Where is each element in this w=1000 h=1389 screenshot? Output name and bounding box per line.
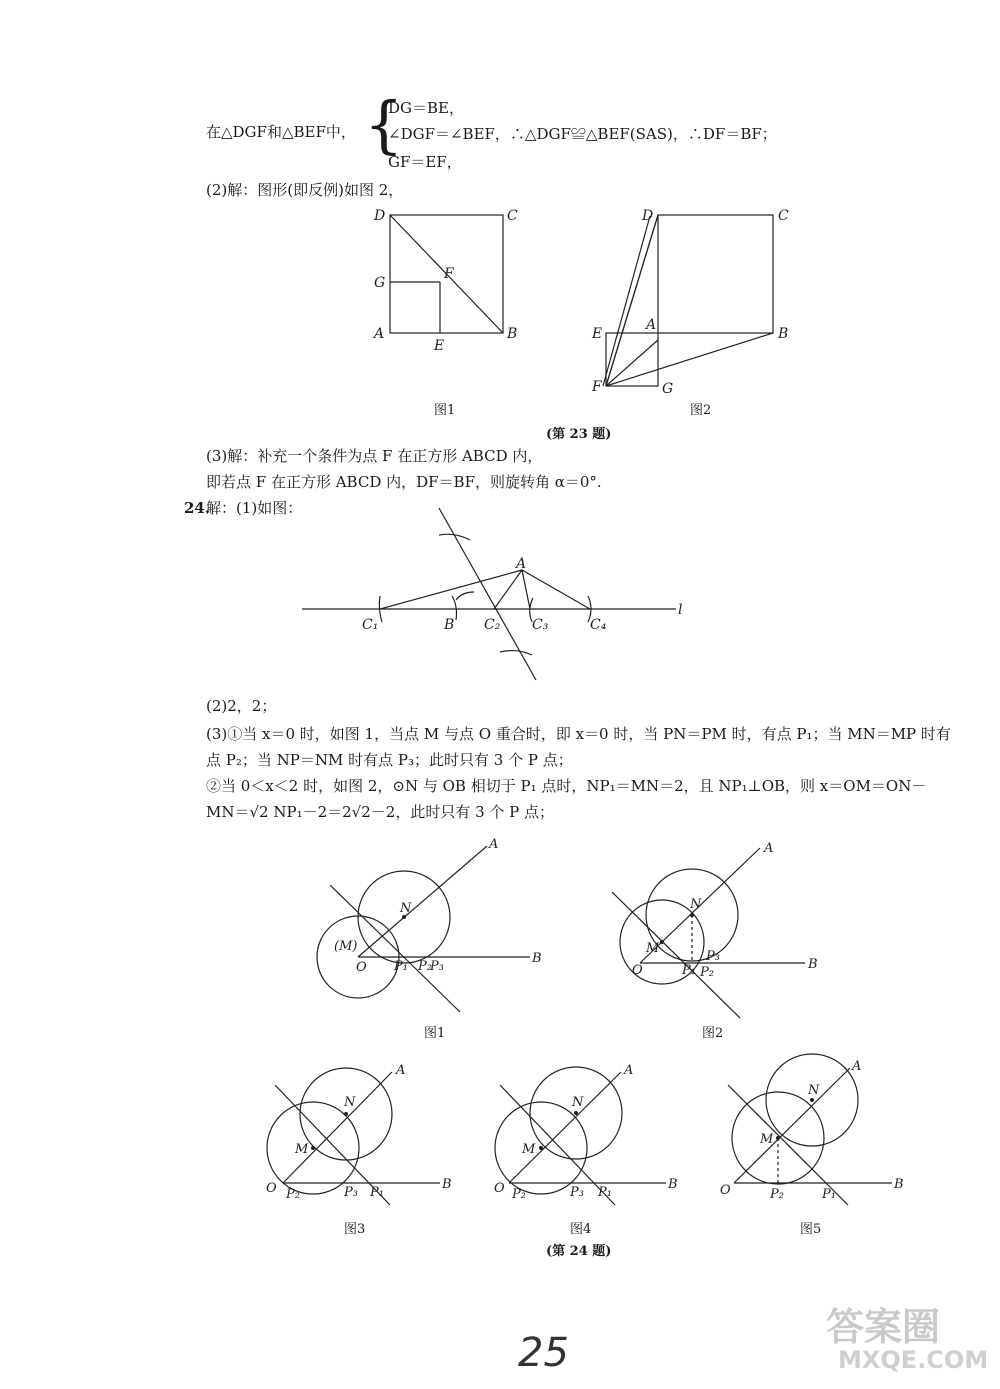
q24-fig1-caption: 图1 [424, 1026, 446, 1041]
label: M [646, 941, 660, 956]
q24-fig4-labels [494, 1063, 678, 1202]
q24-fig2 [612, 848, 805, 1018]
q24-number: 24. [184, 499, 211, 517]
label: P₃ [706, 949, 720, 964]
label: A [489, 837, 499, 852]
label: C [778, 208, 789, 224]
q23-fig1-caption: 图1 [434, 403, 456, 418]
q23-fig2 [603, 215, 773, 386]
label: A [852, 1059, 862, 1074]
q24-fig5-caption: 图5 [800, 1222, 822, 1237]
label: A [396, 1063, 406, 1078]
label: P₂ [418, 959, 432, 974]
q24-caption: (第 24 题) [546, 1244, 612, 1259]
q23-fig1-labels [372, 208, 518, 354]
label: A [624, 1063, 634, 1078]
label: M [295, 1142, 309, 1157]
label: E [592, 326, 603, 342]
label: G [374, 275, 386, 291]
q24-fig2-labels [632, 841, 818, 980]
label: O [266, 1181, 277, 1196]
label: P₁ [598, 1185, 612, 1200]
q24-fig3-caption: 图3 [344, 1222, 366, 1237]
page-number: 25 [518, 1330, 569, 1376]
q24-fig4-caption: 图4 [570, 1222, 592, 1237]
label: P₁ [682, 963, 696, 978]
q24-fig5-labels [720, 1059, 904, 1202]
label: P₁ [370, 1185, 384, 1200]
q23-fig2-labels [591, 208, 789, 397]
system-brace: { [364, 88, 404, 161]
label: (M) [334, 939, 358, 954]
q24-fig1-labels [334, 837, 542, 975]
label: E [434, 338, 445, 354]
label: D [642, 208, 654, 224]
label: N [690, 897, 702, 912]
q24-fig3-labels [266, 1063, 452, 1202]
q23-system-prefix: 在△DGF和△BEF中， [206, 123, 356, 141]
watermark-url: MXQE.COM [838, 1346, 989, 1374]
label: N [400, 901, 412, 916]
label: F [592, 379, 602, 395]
q24-construction-labels [362, 556, 682, 633]
q24-part2: (2)2，2； [206, 697, 277, 715]
q24-part3-line3: ②当 0＜x＜2 时，如图 2，⊙N 与 OB 相切于 P₁ 点时，NP₁＝MN＝2，且 NP₁⊥OB，则 x＝OM＝ON－ [206, 777, 927, 795]
label: C [507, 208, 518, 224]
q24-fig2-caption: 图2 [702, 1026, 724, 1041]
q24-part3-line2: 点 P₂；当 NP＝NM 时有点 P₃；此时只有 3 个 P 点； [206, 751, 573, 769]
q23-part3-line1: (3)解：补充一个条件为点 F 在正方形 ABCD 内， [206, 447, 543, 465]
q24-part1: 解：(1)如图： [206, 499, 303, 517]
label: N [808, 1083, 820, 1098]
q23-caption: (第 23 题) [546, 427, 612, 442]
label: N [344, 1095, 356, 1110]
label: B [442, 1177, 452, 1192]
label: M [522, 1142, 536, 1157]
label: B [532, 951, 542, 966]
label: A [646, 317, 657, 333]
q23-system-line2: ∠DGF＝∠BEF，∴△DGF≌△BEF(SAS)，∴DF＝BF； [388, 125, 777, 143]
label: C₄ [590, 617, 607, 633]
label: N [572, 1095, 584, 1110]
label: P₂ [286, 1187, 300, 1202]
label: B [444, 617, 455, 633]
q23-part2: (2)解：图形(即反例)如图 2， [206, 181, 404, 199]
label: O [356, 960, 367, 975]
label: M [760, 1132, 774, 1147]
label: F [444, 266, 454, 282]
label: P₁ [822, 1187, 836, 1202]
label: A [374, 326, 385, 342]
label: A [516, 556, 527, 572]
label: B [507, 326, 518, 342]
label: C₁ [362, 617, 379, 633]
q24-construction [302, 508, 676, 680]
label: B [808, 957, 818, 972]
label: B [668, 1177, 678, 1192]
q23-system-line3: GF＝EF， [388, 153, 462, 171]
label: C₃ [532, 617, 549, 633]
watermark-logo: 答案圈 [826, 1305, 941, 1349]
label: P₃ [344, 1185, 358, 1200]
label: P₂ [770, 1187, 784, 1202]
label: B [778, 326, 789, 342]
q24-fig5 [728, 1054, 892, 1205]
label: P₁ [394, 959, 408, 974]
label: P₂ [512, 1187, 526, 1202]
label: G [662, 381, 674, 397]
label: A [764, 841, 774, 856]
label: C₂ [484, 617, 501, 633]
label: B [894, 1177, 904, 1192]
label: P₂ [700, 965, 714, 980]
q24-part3-line1: (3)①当 x＝0 时，如图 1，当点 M 与点 O 重合时，即 x＝0 时，当 PN＝PM 时，有点 P₁；当 MN＝MP 时有 [206, 725, 951, 743]
label: P₃ [570, 1185, 584, 1200]
label: O [632, 963, 643, 978]
label: O [720, 1183, 731, 1198]
q23-system-line1: DG＝BE， [388, 99, 464, 117]
label: P₃ [430, 959, 444, 974]
q24-fig1 [317, 846, 530, 1012]
q24-part3-line4: MN＝√2 NP₁－2＝2√2－2，此时只有 3 个 P 点； [206, 803, 555, 821]
q23-fig2-caption: 图2 [690, 403, 712, 418]
label: D [374, 208, 386, 224]
label: l [678, 602, 683, 618]
label: O [494, 1181, 505, 1196]
q23-part3-line2: 即若点 F 在正方形 ABCD 内，DF＝BF，则旋转角 α＝0°. [206, 473, 602, 491]
